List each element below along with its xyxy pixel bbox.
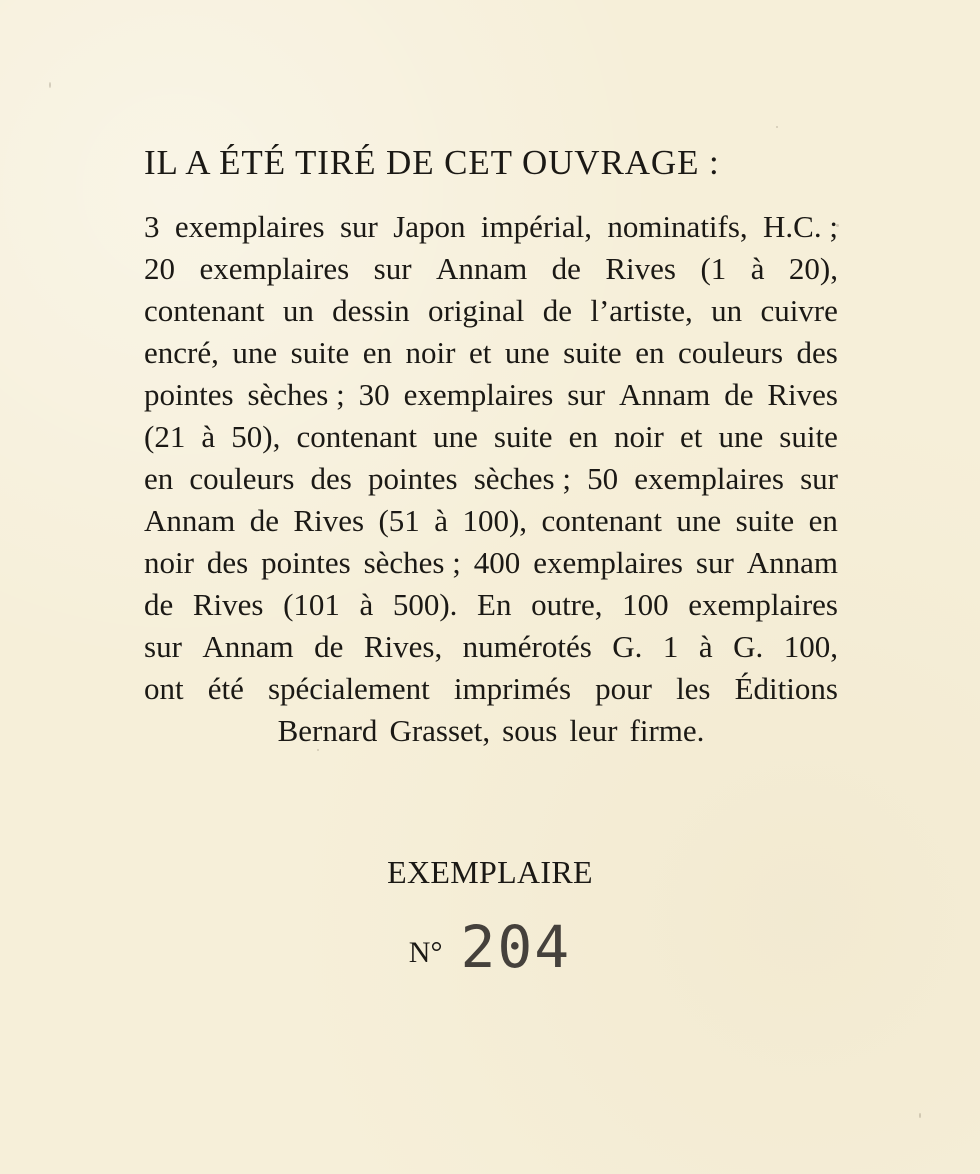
- word: pointes: [144, 377, 234, 412]
- word: et: [468, 335, 492, 370]
- word: Japon: [393, 209, 466, 244]
- word: une: [718, 419, 764, 454]
- word: une: [504, 335, 550, 370]
- word: Éditions: [734, 671, 838, 706]
- word: (21: [144, 419, 186, 454]
- text-line-4: [144, 332, 838, 374]
- word: 3: [144, 209, 160, 244]
- word: encré,: [144, 335, 219, 370]
- word: 400: [473, 545, 521, 580]
- word: 30: [358, 377, 390, 412]
- paper-speck: [776, 126, 778, 128]
- word: nominatifs,: [607, 209, 748, 244]
- word: suite: [493, 419, 553, 454]
- word: pointes: [261, 545, 351, 580]
- word: (1: [700, 251, 727, 286]
- text-line-12: [144, 668, 838, 710]
- word: 100: [622, 587, 669, 622]
- word: firme.: [629, 713, 705, 748]
- word: suite: [563, 335, 622, 370]
- text-line-6: [144, 416, 838, 458]
- word: En: [477, 587, 512, 622]
- word: imprimés: [453, 671, 572, 706]
- word: 100,: [783, 629, 838, 664]
- word: noir: [613, 419, 664, 454]
- word: exemplaires: [403, 377, 554, 412]
- word: Annam: [144, 503, 236, 538]
- word: couleurs: [189, 461, 295, 496]
- word: Bernard: [277, 713, 378, 748]
- word: couleurs: [678, 335, 784, 370]
- word: une: [232, 335, 278, 370]
- word: suite: [779, 419, 838, 454]
- word: leur: [569, 713, 618, 748]
- word: Rives: [767, 377, 838, 412]
- word: Annam: [619, 377, 711, 412]
- text-line-7: [144, 458, 838, 500]
- word: impérial,: [480, 209, 592, 244]
- word: 100),: [462, 503, 528, 538]
- word: sur: [339, 209, 378, 244]
- word: les: [676, 671, 711, 706]
- word: sur: [800, 461, 838, 496]
- edition-text: [144, 206, 838, 752]
- word: sèches ;: [363, 545, 461, 580]
- word: Rives: [605, 251, 676, 286]
- word: pointes: [368, 461, 458, 496]
- text-line-3: [144, 290, 838, 332]
- word: sur: [144, 629, 182, 664]
- word: Annam: [202, 629, 294, 664]
- word: Rives,: [363, 629, 443, 664]
- word: été: [207, 671, 244, 706]
- word: et: [679, 419, 703, 454]
- word: sur: [373, 251, 412, 286]
- word: noir: [144, 545, 194, 580]
- word: en: [362, 335, 392, 370]
- word: numérotés: [462, 629, 592, 664]
- word: dessin: [332, 293, 410, 328]
- word: 20),: [788, 251, 838, 286]
- word: exemplaires: [533, 545, 683, 580]
- word: en: [144, 461, 174, 496]
- text-line-8: [144, 500, 838, 542]
- word: Grasset,: [389, 713, 491, 748]
- word: pour: [595, 671, 652, 706]
- paper-speck: [317, 749, 319, 751]
- word: exemplaires: [634, 461, 784, 496]
- text-line-11: [144, 626, 838, 668]
- word: outre,: [531, 587, 603, 622]
- text-line-10: [144, 584, 838, 626]
- word: un: [282, 293, 314, 328]
- word: suite: [735, 503, 795, 538]
- text-line-1: [144, 206, 838, 248]
- word: cuivre: [760, 293, 838, 328]
- copy-label: EXEMPLAIRE: [387, 854, 593, 890]
- word: à: [750, 251, 765, 286]
- word: (101: [283, 587, 340, 622]
- word: ont: [144, 671, 184, 706]
- word: de: [314, 629, 344, 664]
- text-line-13: [144, 710, 838, 752]
- word: exemplaires: [174, 209, 325, 244]
- word: original: [428, 293, 525, 328]
- word: suite: [290, 335, 350, 370]
- word: sèches ;: [247, 377, 345, 412]
- word: en: [635, 335, 665, 370]
- word: Annam: [746, 545, 838, 580]
- word: sur: [695, 545, 734, 580]
- word: à: [359, 587, 374, 622]
- copy-number-block: [0, 913, 980, 981]
- word: une: [676, 503, 722, 538]
- page-heading: IL A ÉTÉ TIRÉ DE CET OUVRAGE :: [144, 143, 720, 182]
- word: de: [249, 503, 279, 538]
- word: sèches ;: [473, 461, 571, 496]
- word: contenant: [144, 293, 265, 328]
- word: sous: [502, 713, 558, 748]
- word: de: [542, 293, 573, 328]
- text-line-5: [144, 374, 838, 416]
- word: contenant: [296, 419, 417, 454]
- text-line-9: [144, 542, 838, 584]
- word: H.C. ;: [763, 209, 838, 244]
- word: de: [144, 587, 174, 622]
- word: G.: [733, 629, 764, 664]
- word: 500).: [392, 587, 458, 622]
- paper-speck: [919, 1113, 921, 1118]
- word: 50),: [231, 419, 281, 454]
- copy-number: 204: [460, 913, 572, 981]
- word: spécialement: [267, 671, 430, 706]
- word: à: [201, 419, 216, 454]
- word: à: [698, 629, 713, 664]
- word: à: [434, 503, 448, 538]
- word: contenant: [541, 503, 662, 538]
- paper-speck: [49, 82, 51, 88]
- word: des: [310, 461, 352, 496]
- word: de: [724, 377, 754, 412]
- word: exemplaires: [688, 587, 838, 622]
- word: sur: [567, 377, 606, 412]
- word: l’artiste,: [590, 293, 693, 328]
- word: 1: [662, 629, 679, 664]
- word: G.: [612, 629, 643, 664]
- word: en: [808, 503, 838, 538]
- word: Annam: [435, 251, 528, 286]
- word: noir: [405, 335, 456, 370]
- word: des: [796, 335, 838, 370]
- word: en: [568, 419, 598, 454]
- paper-speck: [836, 224, 839, 227]
- word: 50: [587, 461, 619, 496]
- word: des: [206, 545, 249, 580]
- word: (51: [378, 503, 420, 538]
- word: Rives: [192, 587, 264, 622]
- number-prefix: N°: [408, 936, 443, 969]
- word: de: [551, 251, 581, 286]
- word: Rives: [293, 503, 365, 538]
- word: exemplaires: [199, 251, 350, 286]
- word: un: [711, 293, 743, 328]
- word: une: [433, 419, 478, 454]
- text-line-2: [144, 248, 838, 290]
- word: 20: [144, 251, 175, 286]
